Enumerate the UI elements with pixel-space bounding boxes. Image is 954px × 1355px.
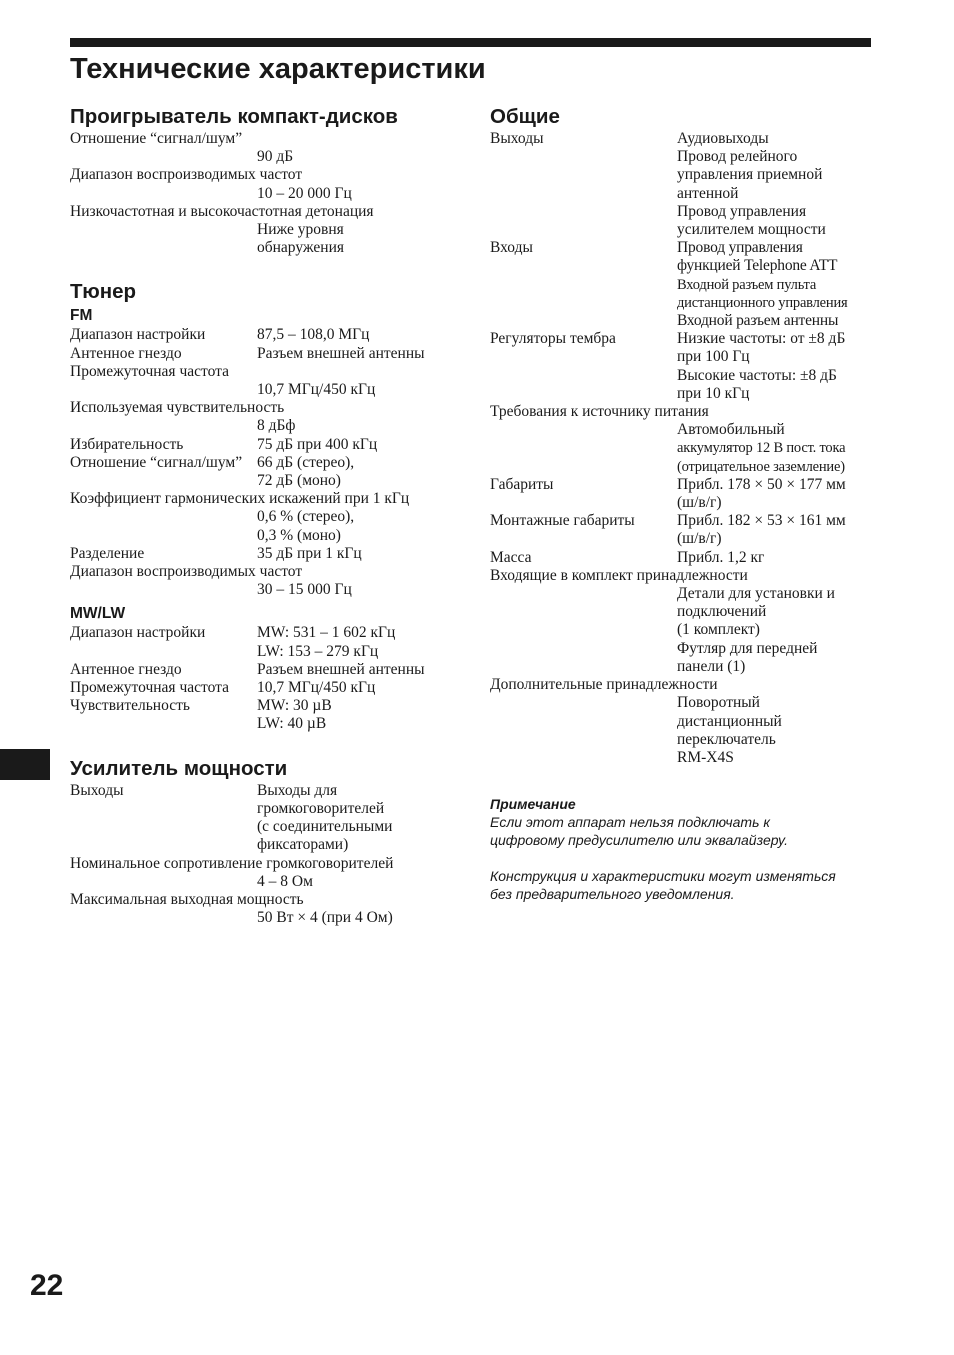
spec-line: (ш/в/г) — [677, 530, 722, 548]
spec-value: Разъем внешней антенны — [257, 344, 425, 362]
spec-line: 0,3 % (моно) — [257, 526, 341, 544]
spec-value: 35 дБ при 1 кГц — [257, 544, 362, 562]
spec-line: Выходы для — [257, 781, 338, 799]
note-line: без предварительного уведомления. — [490, 886, 735, 903]
spec-line: LW: 40 µВ — [257, 715, 327, 733]
spec-value: 87,5 – 108,0 МГц — [257, 326, 370, 344]
amp-imp-label: Номинальное сопротивление громкоговорителей — [70, 854, 394, 872]
page-title: Технические характеристики — [70, 53, 486, 85]
general-mount-row — [490, 512, 875, 548]
spec-value: Разъем внешней антенны — [257, 660, 425, 678]
fm-heading: FM — [70, 307, 93, 325]
spec-label: Антенное гнездо — [70, 660, 182, 678]
fm-if-label: Промежуточная частота — [70, 362, 229, 380]
amp-out-row — [70, 782, 460, 855]
fm-sel-row — [70, 436, 460, 454]
spec-label: Разделение — [70, 544, 145, 562]
spec-line: панели (1) — [677, 657, 746, 675]
spec-line: управления приемной — [677, 166, 823, 184]
general-optional-label: Дополнительные принадлежности — [490, 676, 718, 694]
fm-sep-row — [70, 545, 460, 563]
general-tone-row — [490, 330, 875, 403]
spec-value — [677, 330, 875, 403]
spec-value: 75 дБ при 400 кГц — [257, 435, 378, 453]
spec-label: Монтажные габариты — [490, 512, 635, 530]
cd-snr-label: Отношение “сигнал/шум” — [70, 130, 243, 147]
cd-freq-label: Диапазон воспроизводимых частот — [70, 166, 303, 184]
left-column — [70, 104, 460, 927]
spec-label: Входы — [490, 239, 533, 257]
cd-heading: Проигрыватель компакт-дисков — [70, 105, 398, 128]
spec-line: функцией Telephone ATT — [677, 257, 838, 275]
spec-line: Детали для установки и — [677, 585, 835, 603]
spec-line: Провод управления — [677, 239, 803, 257]
spec-value — [257, 782, 460, 855]
spec-line: Высокие частоты: ±8 дБ — [677, 366, 837, 384]
spec-line: (1 комплект) — [677, 621, 760, 639]
note-line: цифровому предусилителю или эквалайзеру. — [490, 832, 788, 849]
mwlw-range-row — [70, 624, 460, 660]
spec-line: обнаружения — [257, 239, 345, 257]
fm-snr-row — [70, 454, 460, 490]
spec-line: переключатель — [677, 730, 776, 748]
spec-line: MW: 531 – 1 602 кГц — [257, 624, 396, 642]
general-heading: Общие — [490, 105, 560, 128]
spec-line: усилителем мощности — [677, 221, 826, 239]
mwlw-if-row — [70, 679, 460, 697]
section-tab-marker — [0, 749, 50, 780]
spec-label: Выходы — [490, 130, 544, 147]
note-text-2 — [490, 867, 875, 903]
spec-label: Промежуточная частота — [70, 679, 229, 697]
spec-line: 72 дБ (моно) — [257, 472, 341, 490]
spec-line: Автомобильный — [677, 421, 785, 439]
spec-value — [677, 239, 875, 330]
spec-value: 10,7 МГц/450 кГц — [257, 679, 376, 697]
spec-line: при 100 Гц — [677, 348, 750, 366]
mwlw-antenna-row — [70, 661, 460, 679]
spec-line: дистанционного управления — [677, 294, 848, 311]
amp-pow-label: Максимальная выходная мощность — [70, 890, 304, 908]
amp-heading: Усилитель мощности — [70, 756, 288, 780]
spec-label: Выходы — [70, 781, 124, 799]
spec-line: 0,6 % (стерео), — [257, 508, 355, 526]
spec-line: аккумулятор 12 В пост. тока — [677, 440, 846, 457]
spec-line: Низкие частоты: от ±8 дБ — [677, 330, 846, 348]
spec-label: Антенное гнездо — [70, 344, 182, 362]
spec-label: Чувствительность — [70, 697, 190, 715]
spec-line: LW: 153 – 279 кГц — [257, 642, 379, 660]
fm-thd-label: Коэффициент гармонических искажений при 1 кГц — [70, 490, 410, 508]
page-number: 22 — [30, 1269, 64, 1302]
spec-line: Ниже уровня — [257, 221, 344, 239]
spec-value — [257, 624, 460, 660]
tuner-heading: Тюнер — [70, 280, 137, 304]
spec-line: (с соединительными — [257, 818, 393, 836]
right-column — [490, 104, 875, 903]
fm-range-row — [70, 326, 460, 344]
spec-value — [257, 454, 460, 490]
spec-line: Входной разъем пульта — [677, 276, 817, 293]
spec-line: Провод управления — [677, 202, 807, 220]
fm-sens-value: 8 дБф — [257, 417, 296, 435]
spec-line: RM-X4S — [677, 748, 734, 766]
general-power-value — [490, 421, 875, 476]
fm-thd-value — [70, 508, 460, 544]
spec-value — [257, 697, 460, 733]
amp-pow-value: 50 Вт × 4 (при 4 Ом) — [257, 909, 393, 927]
general-supplied-label: Входящие в комплект принадлежности — [490, 566, 748, 584]
spec-value: Прибл. 1,2 кг — [677, 548, 765, 566]
general-mass-row — [490, 549, 875, 567]
general-optional-value — [490, 694, 875, 767]
fm-freq-label: Диапазон воспроизводимых частот — [70, 563, 303, 581]
fm-if-value: 10,7 МГц/450 кГц — [257, 381, 376, 399]
spec-line: дистанционный — [677, 712, 782, 730]
spec-line: Прибл. 182 × 53 × 161 мм — [677, 512, 846, 530]
spec-label: Габариты — [490, 475, 554, 493]
title-rule — [70, 38, 871, 47]
fm-sens-label: Используемая чувствительность — [70, 399, 285, 417]
spec-line: Футляр для передней — [677, 639, 818, 657]
general-power-label: Требования к источнику питания — [490, 403, 709, 421]
cd-snr-value: 90 дБ — [257, 148, 294, 166]
spec-line: Прибл. 178 × 50 × 177 мм — [677, 475, 846, 493]
amp-imp-value: 4 – 8 Ом — [257, 872, 313, 890]
fm-freq-value: 30 – 15 000 Гц — [257, 581, 352, 599]
spec-label: Избирательность — [70, 435, 184, 453]
note-line: Если этот аппарат нельзя подключать к — [490, 814, 770, 831]
spec-line: Провод релейного — [677, 148, 798, 166]
spec-label: Отношение “сигнал/шум” — [70, 453, 243, 471]
mwlw-heading: MW/LW — [70, 605, 126, 623]
spec-line: громкоговорителей — [257, 799, 385, 817]
spec-line: антенной — [677, 184, 739, 202]
spec-line: при 10 кГц — [677, 384, 750, 402]
spec-value — [677, 476, 875, 512]
spec-line: (отрицательное заземление) — [677, 458, 845, 475]
general-in-row — [490, 239, 875, 330]
spec-line: подключений — [677, 603, 767, 621]
general-dim-row — [490, 476, 875, 512]
cd-wow-label: Низкочастотная и высокочастотная детонация — [70, 202, 374, 220]
note-line: Конструкция и характеристики могут изменяться — [490, 868, 836, 885]
note-text — [490, 813, 875, 849]
cd-wow-value — [70, 221, 460, 257]
general-supplied-value — [490, 585, 875, 676]
spec-value — [677, 130, 875, 239]
spec-line: Входной разъем антенны — [677, 312, 839, 330]
spec-label: Диапазон настройки — [70, 326, 206, 344]
fm-antenna-row — [70, 345, 460, 363]
spec-line: Поворотный — [677, 694, 760, 712]
spec-line: фиксаторами) — [257, 836, 349, 854]
spec-line: (ш/в/г) — [677, 494, 722, 512]
spec-label: Масса — [490, 548, 532, 566]
spec-label: Регуляторы тембра — [490, 330, 616, 348]
spec-label: Диапазон настройки — [70, 624, 206, 642]
spec-line: Аудиовыходы — [677, 130, 769, 147]
spec-value — [677, 512, 875, 548]
spec-line: 66 дБ (стерео), — [257, 453, 355, 471]
general-out-row — [490, 130, 875, 239]
spec-line: MW: 30 µВ — [257, 697, 332, 715]
mwlw-sens-row — [70, 697, 460, 733]
cd-freq-value: 10 – 20 000 Гц — [257, 184, 352, 202]
note-heading: Примечание — [490, 796, 576, 813]
